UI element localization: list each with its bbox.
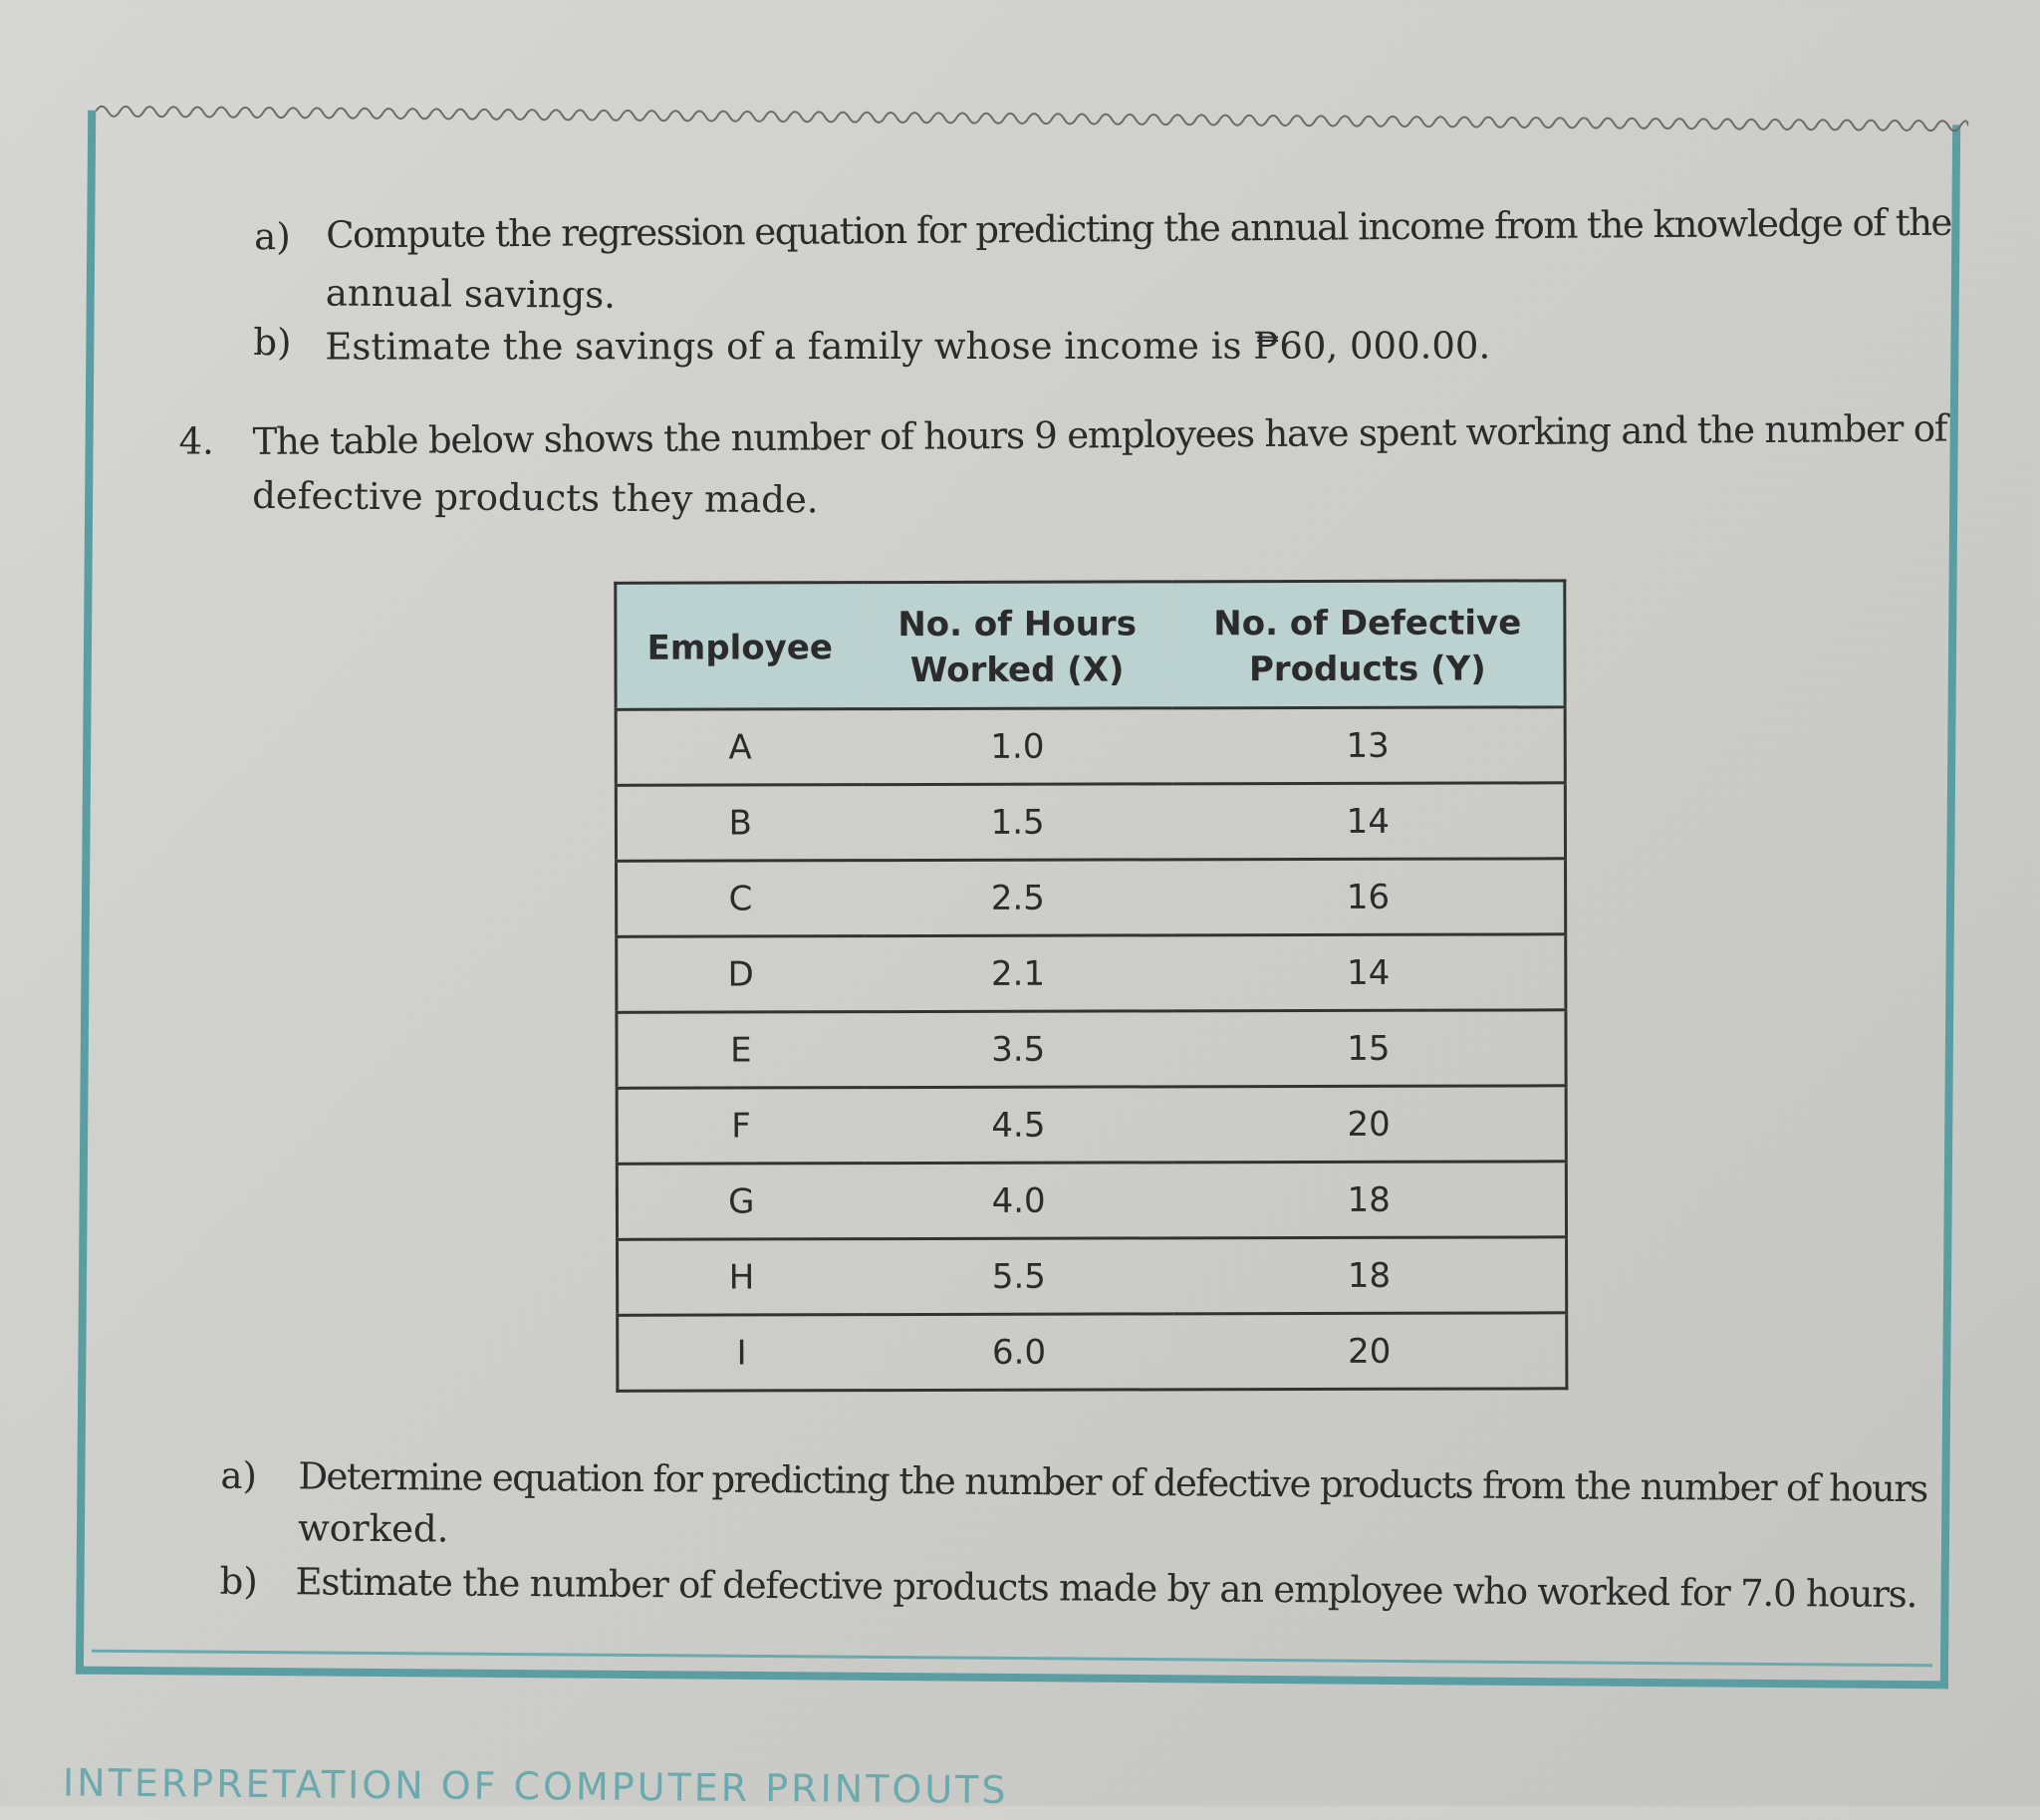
table-row: [617, 1010, 1566, 1088]
cell-employee: H: [618, 1239, 865, 1316]
cell-hours: 1.0: [863, 708, 1171, 785]
cell-defective: 18: [1173, 1237, 1567, 1314]
wavy-top-border: [96, 97, 1968, 141]
table-row: [617, 1086, 1566, 1164]
item-3b-text: Estimate the savings of a family whose income is ₱60, 000.00.: [325, 324, 1491, 369]
problem-4-number: 4.: [178, 419, 215, 463]
table-row: [617, 1162, 1566, 1239]
header-defective: No. of Defective Products (Y): [1171, 581, 1565, 708]
cell-defective: 13: [1171, 707, 1565, 784]
cell-defective: 16: [1172, 859, 1566, 935]
table-row: [618, 1313, 1567, 1391]
cell-defective: 14: [1172, 783, 1566, 860]
cell-hours: 5.5: [865, 1238, 1173, 1315]
cell-employee: C: [617, 861, 864, 937]
cell-hours: 2.5: [864, 860, 1172, 936]
item-3b-marker: b): [253, 320, 292, 365]
item-4a-marker: a): [220, 1453, 258, 1498]
cell-employee: B: [616, 785, 863, 862]
cell-hours: 3.5: [864, 1011, 1172, 1088]
item-3a-text-line2: annual savings.: [325, 271, 617, 317]
item-3a-marker: a): [254, 214, 291, 259]
table-row: [616, 783, 1565, 861]
cell-hours: 2.1: [864, 935, 1172, 1012]
cell-hours: 4.0: [865, 1163, 1173, 1239]
item-4b-marker: b): [219, 1559, 258, 1604]
cell-hours: 4.5: [864, 1087, 1172, 1164]
cell-employee: I: [618, 1315, 865, 1392]
problem-4-intro-line2: defective products they made.: [252, 473, 819, 522]
cell-employee: G: [617, 1164, 864, 1240]
header-hours: No. of Hours Worked (X): [863, 582, 1171, 709]
cell-hours: 1.5: [864, 784, 1172, 861]
cell-defective: 18: [1173, 1162, 1567, 1238]
employee-defects-table: [614, 579, 1568, 1392]
table-row: [616, 707, 1565, 785]
problem-4-intro-line1: The table below shows the number of hours 9 employees have spent working and the number of: [252, 406, 1947, 463]
cell-defective: 14: [1172, 934, 1566, 1011]
cell-defective: 20: [1172, 1086, 1566, 1163]
cell-hours: 6.0: [865, 1314, 1173, 1391]
table-header-row: [616, 581, 1565, 709]
cell-employee: D: [617, 936, 864, 1013]
cell-employee: E: [617, 1012, 864, 1089]
section-footer-title: INTERPRETATION OF COMPUTER PRINTOUTS: [62, 1760, 1009, 1812]
table-row: [618, 1237, 1567, 1315]
cell-employee: F: [617, 1088, 864, 1165]
item-4b-text: Estimate the number of defective products made by an employee who worked for 7.0 hours.: [295, 1560, 1917, 1617]
table-row: [617, 934, 1566, 1012]
item-4a-text-line1: Determine equation for predicting the number of defective products from the number of hours: [298, 1454, 1927, 1511]
header-employee: Employee: [616, 583, 864, 710]
cell-defective: 20: [1173, 1313, 1567, 1390]
table-row: [617, 859, 1566, 936]
item-3a-text-line1: Compute the regression equation for predicting the annual income from the knowledge of the: [326, 200, 1952, 257]
item-4a-text-line2: worked.: [297, 1506, 449, 1551]
cell-defective: 15: [1172, 1010, 1566, 1087]
cell-employee: A: [616, 709, 863, 786]
